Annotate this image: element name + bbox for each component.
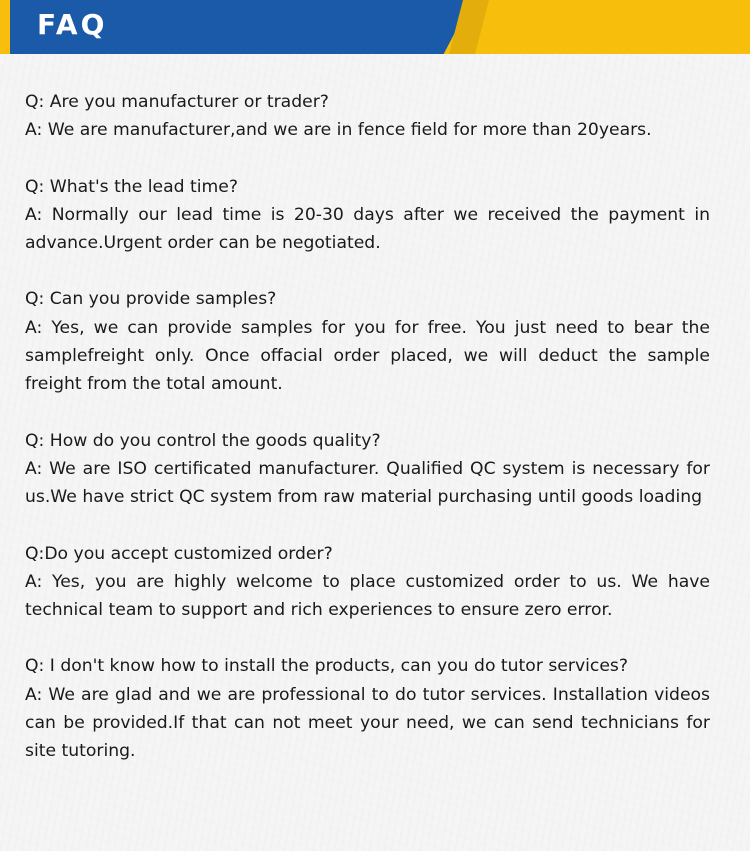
faq-question: Q: I don't know how to install the products, can you do tutor services? bbox=[25, 656, 628, 677]
faq-item bbox=[25, 285, 710, 398]
faq-question: Q: What's the lead time? bbox=[25, 176, 238, 197]
faq-banner bbox=[0, 0, 750, 54]
faq-answer: A: Yes, we can provide samples for you for free. You just need to bear the samplefreight only. Once offacial order placed, we will deduct the sample freight from the total amount. bbox=[25, 317, 710, 395]
banner-left-accent bbox=[0, 0, 10, 54]
faq-item bbox=[25, 540, 710, 625]
faq-answer: A: Normally our lead time is 20-30 days after we received the payment in advance.Urgent order can be negotiated. bbox=[25, 204, 710, 254]
banner-title: FAQ bbox=[37, 8, 108, 41]
faq-item bbox=[25, 173, 710, 258]
faq-answer: A: Yes, you are highly welcome to place customized order to us. We have technical team to support and rich experiences to ensure zero error. bbox=[25, 571, 710, 621]
faq-item bbox=[25, 427, 710, 512]
faq-answer: A: We are glad and we are professional to do tutor services. Installation videos can be provided.If that can not meet your need, we can send technicians for site tutoring. bbox=[25, 684, 710, 762]
faq-list bbox=[25, 88, 710, 794]
faq-question: Q:Do you accept customized order? bbox=[25, 543, 333, 564]
faq-item bbox=[25, 88, 710, 145]
faq-question: Q: How do you control the goods quality? bbox=[25, 430, 381, 451]
faq-question: Q: Can you provide samples? bbox=[25, 289, 277, 310]
faq-answer: A: We are ISO certificated manufacturer. Qualified QC system is necessary for us.We have strict QC system from raw material purchasing until goods loading bbox=[25, 458, 710, 508]
faq-item bbox=[25, 652, 710, 765]
faq-answer: A: We are manufacturer,and we are in fence field for more than 20years. bbox=[25, 120, 652, 141]
faq-question: Q: Are you manufacturer or trader? bbox=[25, 92, 329, 112]
